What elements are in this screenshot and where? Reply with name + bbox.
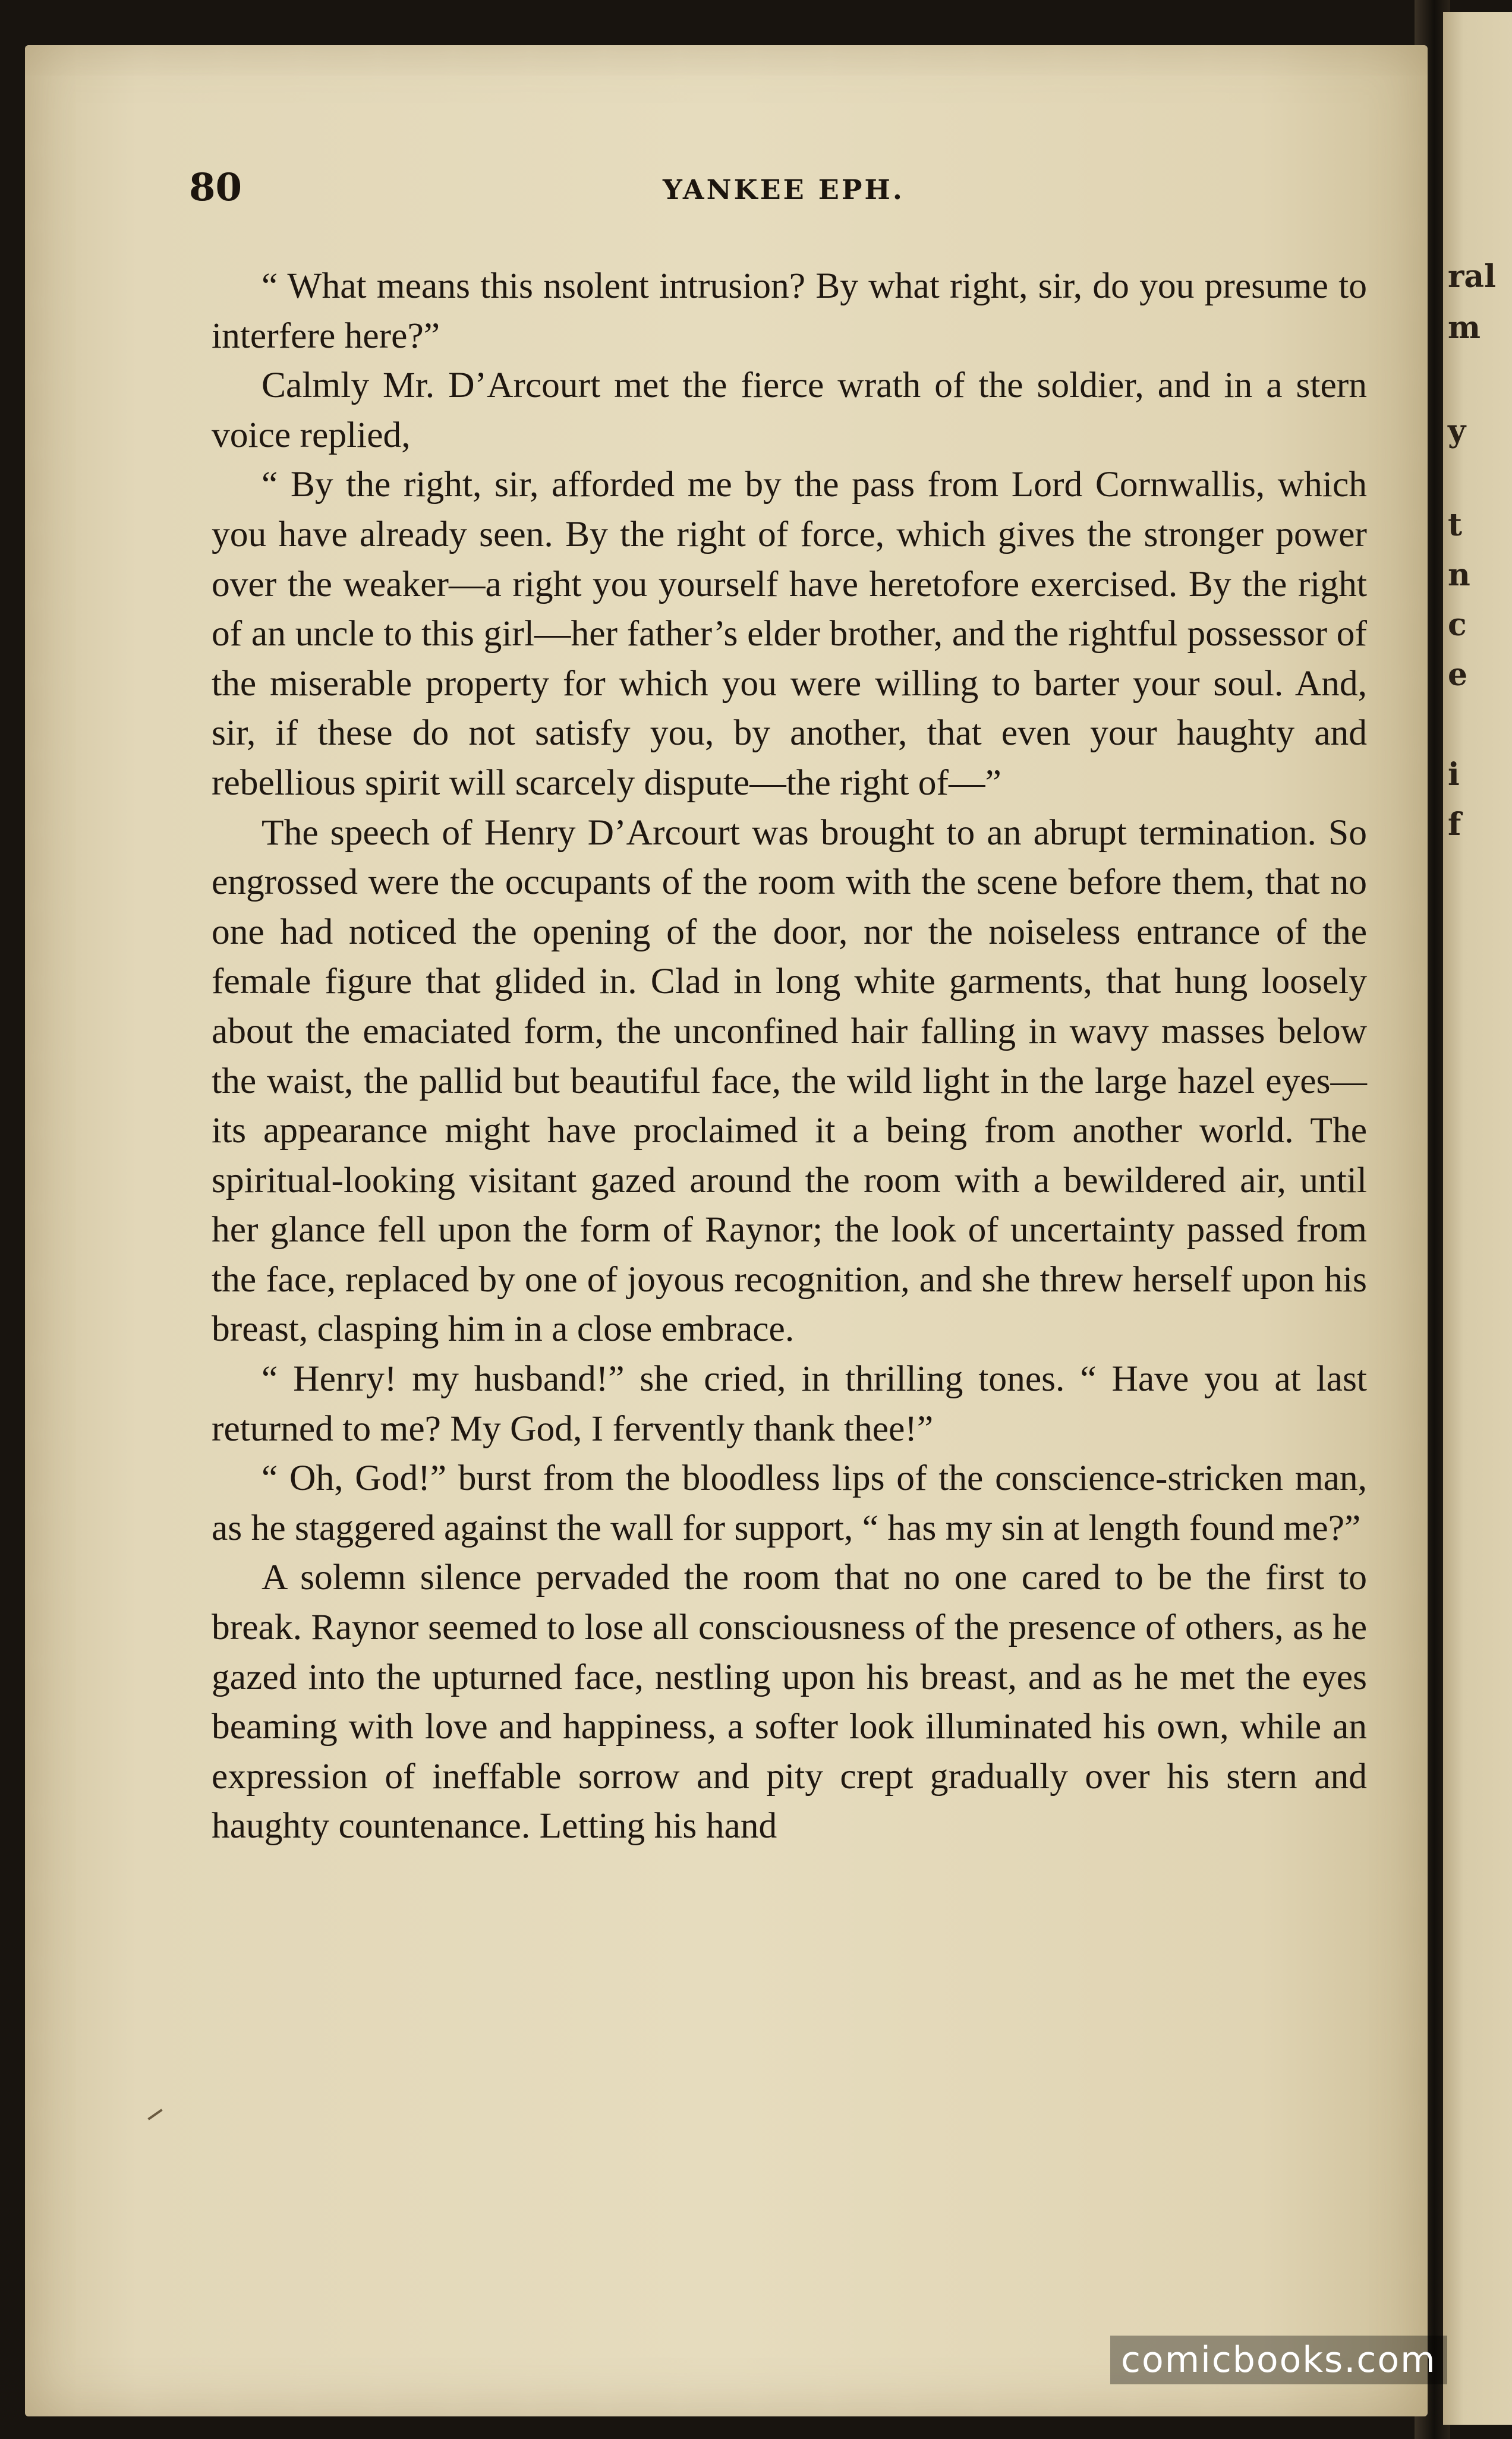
- adjacent-page-fragment: f: [1448, 806, 1461, 843]
- ink-mark: [147, 2109, 162, 2120]
- page-body-text: [212, 261, 1367, 1851]
- paragraph: “ Oh, God!” burst from the bloodless lips of the conscience-stricken man, as he staggered against the wall for support, “ has my sin at length found me?”: [212, 1458, 1367, 1548]
- adjacent-page-edge: [1443, 12, 1512, 2425]
- adjacent-page-fragment: i: [1448, 757, 1460, 793]
- adjacent-page-fragment: c: [1448, 607, 1467, 643]
- watermark: comicbooks.com: [1110, 2336, 1447, 2384]
- paragraph: A solemn silence pervaded the room that no one cared to be the first to break. Raynor seemed to lose all consciousness of the presence of others, as he gazed into the upturned face, nestling upon his breast, and as he met the eyes beaming with love and happiness, a softer look illuminated his own, while an expression of ineffable sorrow and pity crept gradually over his stern and haughty countenance. Letting his hand: [212, 1557, 1367, 1846]
- page-number: 80: [189, 165, 242, 210]
- adjacent-page-fragment: ral: [1448, 259, 1496, 295]
- paragraph: “ What means this nsolent intrusion? By what right, sir, do you presume to interfere here?”: [212, 266, 1367, 356]
- paragraph: “ By the right, sir, afforded me by the pass from Lord Cornwallis, which you have already seen. By the right of force, which gives the stronger power over the weaker—a right you yourself have heretofore exercised. By the right of an uncle to this girl—her father’s elder brother, and the rightful possessor of the miserable property for which you were willing to barter your soul. And, sir, if these do not satisfy you, by another, that even your haughty and rebellious spirit will scarcely dispute—the right of—”: [212, 464, 1367, 803]
- running-title: YANKEE EPH.: [663, 174, 905, 206]
- paragraph: Calmly Mr. D’Arcourt met the fierce wrath of the soldier, and in a stern voice replied,: [212, 365, 1367, 455]
- paragraph: The speech of Henry D’Arcourt was brought to an abrupt termination. So engrossed were the occupants of the room with the scene before them, that no one had noticed the opening of the door, nor the noiseless entrance of the female figure that glided in. Clad in long white garments, that hung loosely about the emaciated form, the unconfined hair falling in wavy masses below the waist, the pallid but beautiful face, the wild light in the large hazel eyes—its appearance might have proclaimed it a being from another world. The spiritual-looking visitant gazed around the room with a bewildered air, until her glance fell upon the form of Raynor; the look of uncertainty passed from the face, replaced by one of joyous recognition, and she threw herself upon his breast, clasping him in a close embrace.: [212, 812, 1367, 1350]
- adjacent-page-fragment: y: [1448, 413, 1466, 449]
- adjacent-page-fragment: m: [1448, 310, 1481, 346]
- adjacent-page-fragment: t: [1448, 507, 1463, 543]
- paragraph: “ Henry! my husband!” she cried, in thrilling tones. “ Have you at last returned to me? My God, I fervently thank thee!”: [212, 1359, 1367, 1449]
- adjacent-page-fragment: n: [1448, 557, 1470, 593]
- adjacent-page-fragment: e: [1448, 657, 1468, 693]
